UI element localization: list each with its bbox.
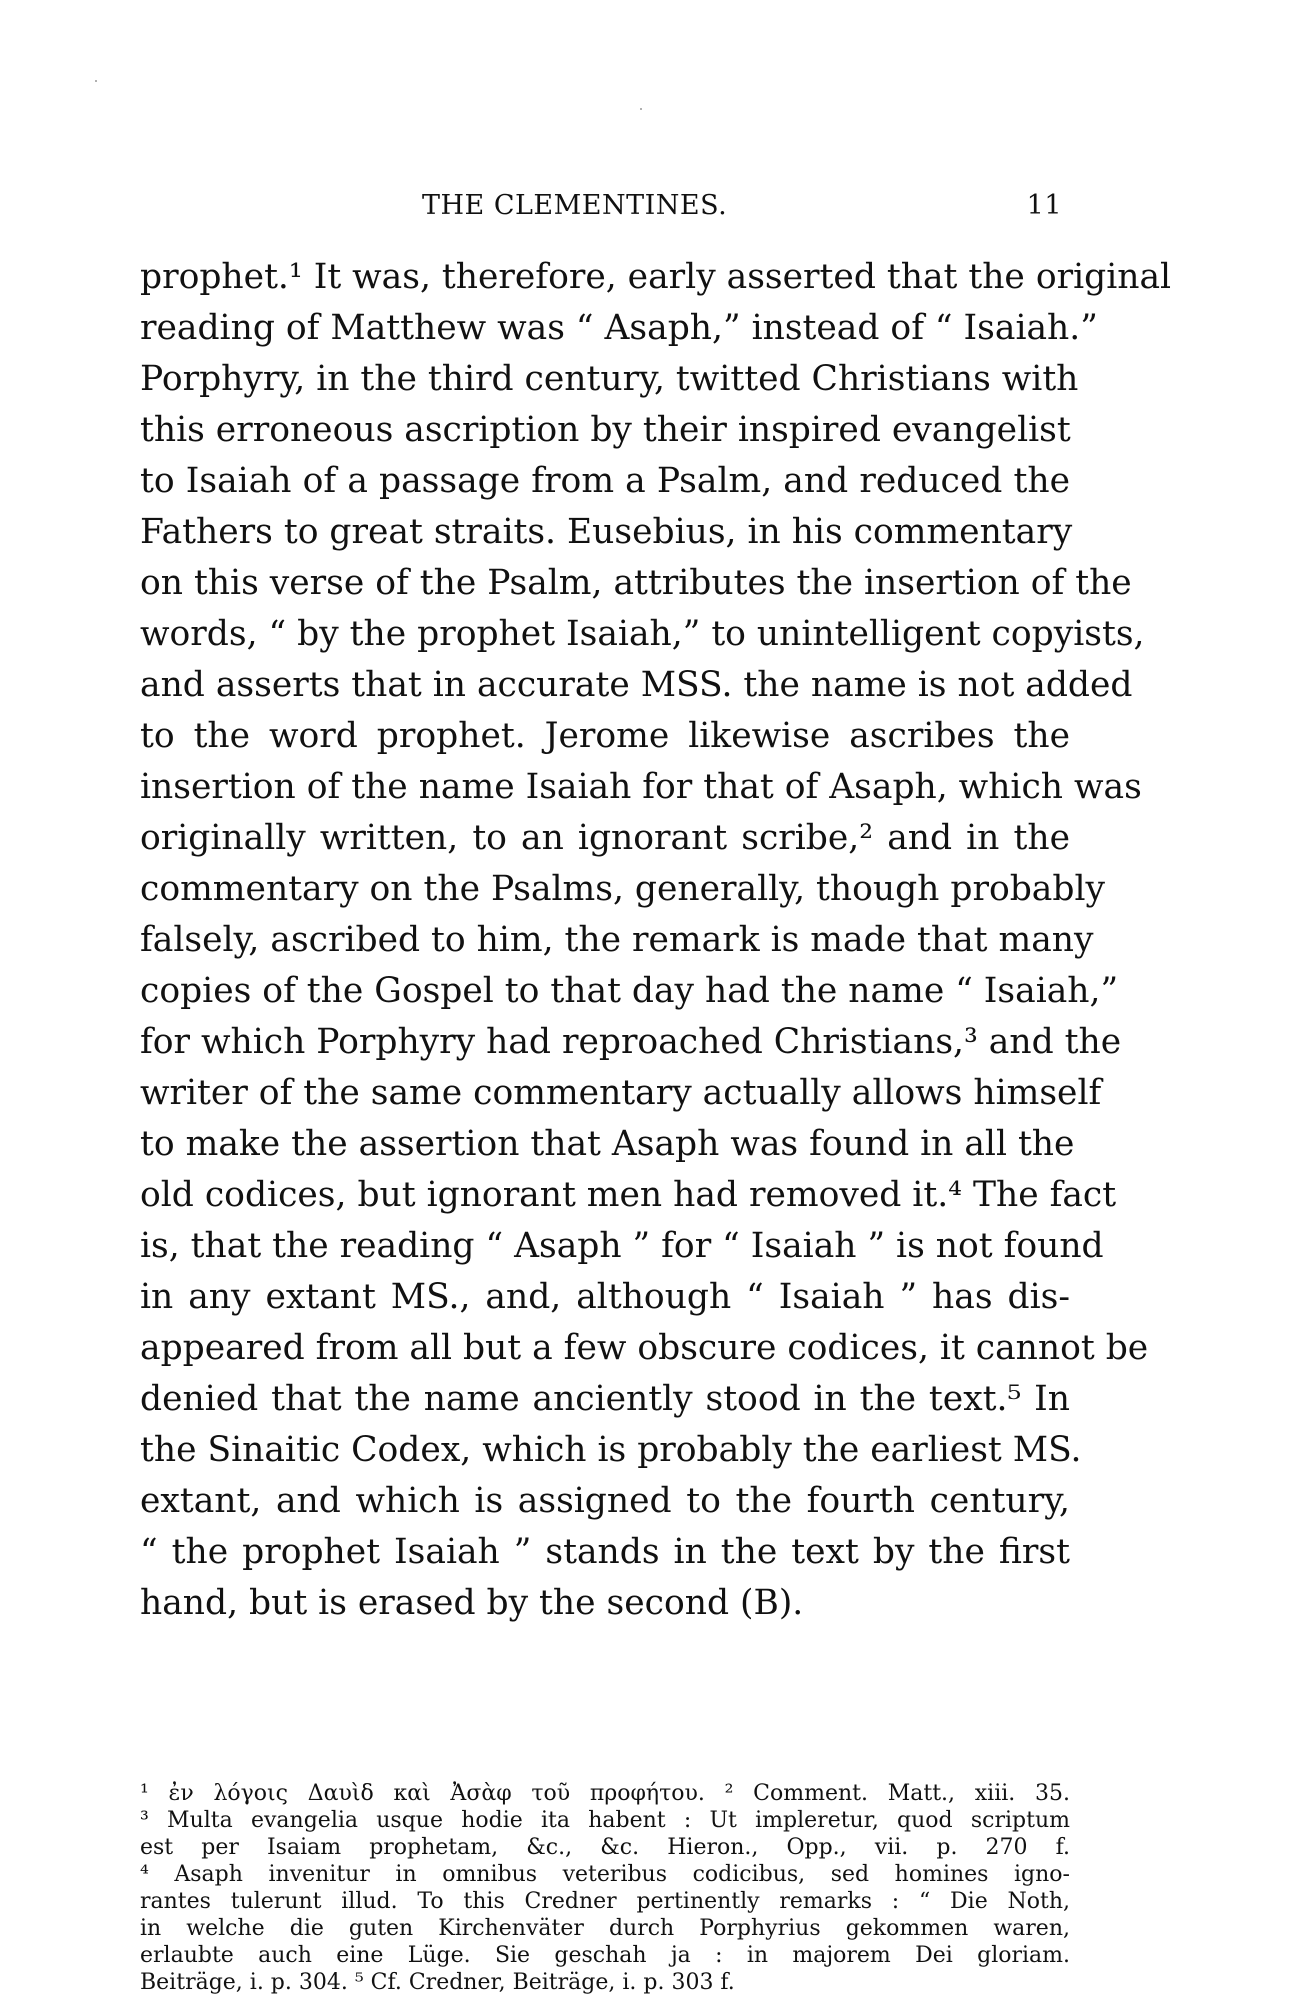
footnote-line: ¹ ἐν λόγοις Δαυὶδ καὶ Ἀσὰφ τοῦ προφήτου. ² Comment. Matt., xiii. 35. xyxy=(140,1781,1070,1806)
footnote-line: in welche die guten Kirchenväter durch Porphyrius gekommen waren, xyxy=(140,1916,1070,1941)
body-line: denied that the name anciently stood in the text.⁵ In xyxy=(140,1379,1070,1419)
body-line: hand, but is erased by the second (B). xyxy=(140,1583,804,1623)
body-line: prophet.¹ It was, therefore, early asserted that the original xyxy=(140,257,1172,297)
body-line: to the word prophet. Jerome likewise ascribes the xyxy=(140,716,1070,756)
body-line: this erroneous ascription by their inspired evangelist xyxy=(140,410,1071,450)
body-line: reading of Matthew was “ Asaph,” instead of “ Isaiah.” xyxy=(140,308,1098,348)
footnote-line: rantes tulerunt illud. To this Credner pertinently remarks : “ Die Noth, xyxy=(140,1889,1070,1914)
body-line: Fathers to great straits. Eusebius, in his commentary xyxy=(140,512,1073,552)
footnote-line: Beiträge, i. p. 304. ⁵ Cf. Credner, Beiträge, i. p. 303 f. xyxy=(140,1970,735,1995)
body-line: commentary on the Psalms, generally, though probably xyxy=(140,869,1105,909)
body-text xyxy=(140,252,1172,1629)
footnote-line: est per Isaiam prophetam, &c., &c. Hieron., Opp., vii. p. 270 f. xyxy=(140,1835,1070,1860)
body-line: copies of the Gospel to that day had the name “ Isaiah,” xyxy=(140,971,1119,1011)
body-line: on this verse of the Psalm, attributes the insertion of the xyxy=(140,563,1132,603)
footnote-line: ³ Multa evangelia usque hodie ita habent : Ut impleretur, quod scriptum xyxy=(140,1808,1070,1833)
body-line: falsely, ascribed to him, the remark is made that many xyxy=(140,920,1094,960)
body-line: “ the prophet Isaiah ” stands in the text by the first xyxy=(140,1532,1070,1572)
body-line: to make the assertion that Asaph was found in all the xyxy=(140,1124,1075,1164)
page-number: 11 xyxy=(1026,190,1062,221)
body-line: writer of the same commentary actually allows himself xyxy=(140,1073,1102,1113)
body-line: words, “ by the prophet Isaiah,” to unintelligent copyists, xyxy=(140,614,1145,654)
body-line: is, that the reading “ Asaph ” for “ Isaiah ” is not found xyxy=(140,1226,1104,1266)
body-line: appeared from all but a few obscure codices, it cannot be xyxy=(140,1328,1149,1368)
body-line: insertion of the name Isaiah for that of Asaph, which was xyxy=(140,767,1142,807)
body-line: originally written, to an ignorant scribe,² and in the xyxy=(140,818,1070,858)
body-line: and asserts that in accurate MSS. the name is not added xyxy=(140,665,1133,705)
footnote-line: ⁴ Asaph invenitur in omnibus veteribus codicibus, sed homines igno- xyxy=(140,1862,1070,1887)
footnote-line: erlaubte auch eine Lüge. Sie geschah ja : in majorem Dei gloriam. xyxy=(140,1943,1070,1968)
body-line: for which Porphyry had reproached Christians,³ and the xyxy=(140,1022,1122,1062)
body-line: in any extant MS., and, although “ Isaiah ” has dis- xyxy=(140,1277,1070,1317)
body-line: the Sinaitic Codex, which is probably the earliest MS. xyxy=(140,1430,1082,1470)
running-header xyxy=(140,190,1072,230)
running-title: THE CLEMENTINES. xyxy=(422,190,728,221)
scan-speck xyxy=(95,80,97,82)
body-line: extant, and which is assigned to the fourth century, xyxy=(140,1481,1070,1521)
body-line: to Isaiah of a passage from a Psalm, and reduced the xyxy=(140,461,1070,501)
body-line: old codices, but ignorant men had removed it.⁴ The fact xyxy=(140,1175,1117,1215)
scan-speck xyxy=(640,108,642,110)
footnotes xyxy=(140,1780,1070,1996)
body-line: Porphyry, in the third century, twitted Christians with xyxy=(140,359,1079,399)
